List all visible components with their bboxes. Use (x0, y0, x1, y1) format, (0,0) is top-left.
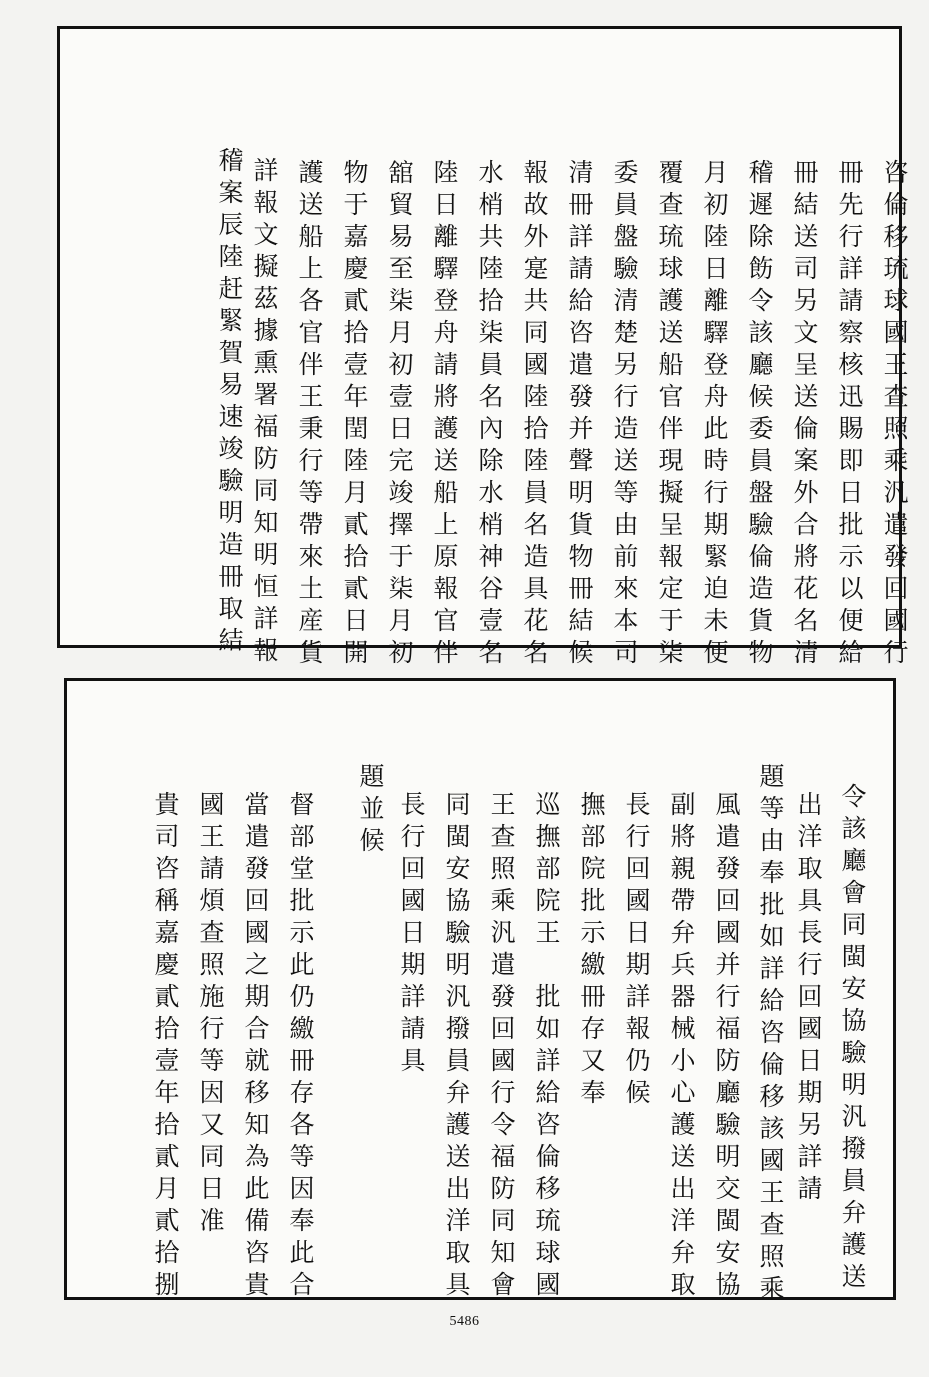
text-column: 督部堂批示此仍繳冊存各等因奉此合 (286, 791, 315, 1303)
text-column: 題等由奉批如詳給咨倫移該國王查照乘 (756, 763, 785, 1307)
text-column: 物于嘉慶貳拾壹年閏陸月貳拾貳日開 (340, 159, 369, 671)
text-column: 月初陸日離驛登舟此時行期緊迫未便 (700, 159, 729, 671)
text-column: 冊結送司另文呈送倫案外合將花名清 (790, 159, 819, 671)
text-column: 護送船上各官伴王秉行等帶來土産貨 (295, 159, 324, 671)
text-column: 詳報文擬茲據熏署福防同知明恒詳報 (250, 157, 279, 669)
text-column: 風遣發回國并行福防廳驗明交閩安協 (712, 791, 741, 1303)
text-column: 長行回國日期詳報仍候 (622, 791, 651, 1111)
text-column: 題並候 (356, 763, 385, 859)
text-column: 報故外寔共同國陸拾陸員名造具花名 (520, 159, 549, 671)
text-column: 貴司咨稱嘉慶貳拾壹年拾貳月貳拾捌 (151, 791, 180, 1303)
text-column: 同閩安協驗明汎撥員弁護送出洋取具 (442, 791, 471, 1303)
document-panel-bottom (64, 678, 896, 1307)
text-column: 委員盤驗清楚另行造送等由前來本司 (610, 159, 639, 671)
text-column: 稽案辰陸赶緊賀易速竣驗明造冊取結 (215, 147, 244, 659)
text-column: 王查照乘汎遣發回國行令福防同知會 (487, 791, 516, 1303)
text-column: 清冊詳請給咨遣發并聲明貨物冊結候 (565, 159, 594, 671)
text-column: 冊先行詳請察核迅賜即日批示以便給 (835, 159, 864, 671)
text-column: 舘貿易至柒月初壹日完竣擇于柒月初 (385, 159, 414, 671)
document-panel-top (57, 26, 909, 671)
text-column: 陸日離驛登舟請將護送船上原報官伴 (430, 159, 459, 671)
text-column: 巡撫部院王 批如詳給咨倫移琉球國 (532, 791, 561, 1303)
text-column: 覆查琉球護送船官伴現擬呈報定于柒 (655, 159, 684, 671)
text-column: 副將親帶弁兵器械小心護送出洋弁取 (667, 791, 696, 1303)
text-column: 撫部院批示繳冊存又奉 (577, 791, 606, 1111)
text-column: 咨倫移琉球國王查照乘汎遣發回國行 (880, 159, 909, 671)
text-column: 當遣發回國之期合就移知為此備咨貴 (241, 791, 270, 1303)
text-column: 水梢共陸拾柒員名內除水梢神谷壹名 (475, 159, 504, 671)
text-column: 稽遲除飭令該廳候委員盤驗倫造貨物 (745, 159, 774, 671)
page-number: 5486 (449, 1314, 480, 1329)
text-column: 國王請煩查照施行等因又同日准 (196, 791, 225, 1239)
text-column: 出洋取具長行回國日期另詳請 (794, 791, 823, 1207)
text-column: 長行回國日期詳請具 (397, 791, 426, 1079)
text-column: 令該廳會同閩安協驗明汎撥員弁護送 (838, 783, 867, 1295)
